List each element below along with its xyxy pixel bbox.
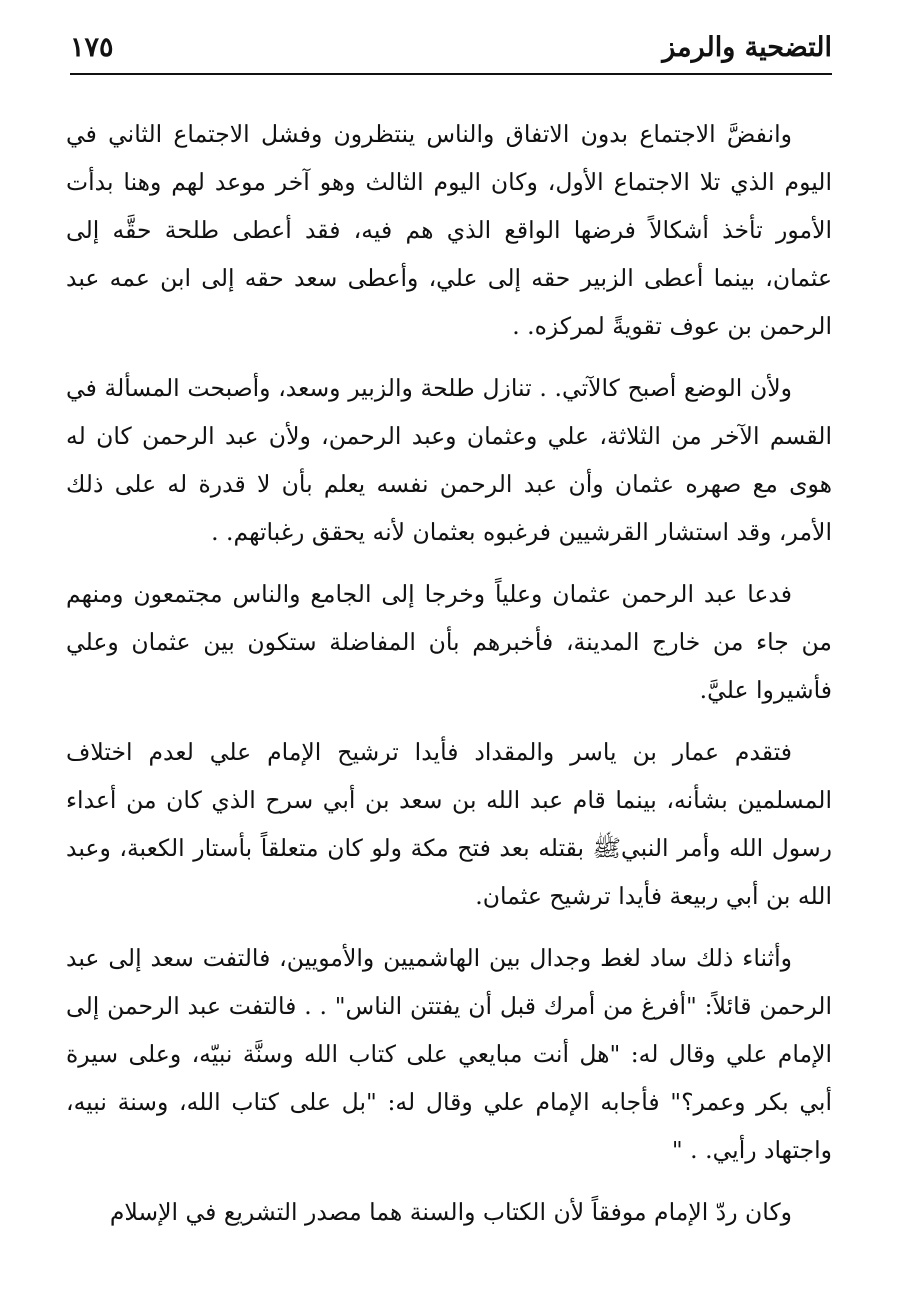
page-number: ١٧٥ (70, 32, 114, 63)
body-text (66, 110, 832, 1250)
paragraph: وانفضَّ الاجتماع بدون الاتفاق والناس ينتظرون وفشل الاجتماع الثاني في اليوم الذي تلا الاجتماع الأول، وكان اليوم الثالث وهو آخر موعد لهم وهنا بدأت الأمور تأخذ أشكالاً فرضها الواقع الذي هم فيه، فقد أعطى طلحة حقَّه إلى عثمان، بينما أعطى الزبير حقه إلى علي، وأعطى سعد حقه إلى ابن عمه عبد الرحمن بن عوف تقويةً لمركزه. . (66, 120, 832, 340)
paragraph: ولأن الوضع أصبح كالآتي. . تنازل طلحة والزبير وسعد، وأصبحت المسألة في القسم الآخر من الثلاثة، علي وعثمان وعبد الرحمن، ولأن عبد الرحمن كان له هوى مع صهره عثمان وأن عبد الرحمن نفسه يعلم بأن لا قدرة له على ذلك الأمر، وقد استشار القرشيين فرغبوه بعثمان لأنه يحقق رغباتهم. . (66, 374, 832, 546)
page-header (70, 28, 832, 72)
paragraph: وكان ردّ الإمام موفقاً لأن الكتاب والسنة هما مصدر التشريع في الإسلام (109, 1198, 792, 1226)
paragraph: فدعا عبد الرحمن عثمان وعلياً وخرجا إلى الجامع والناس مجتمعون ومنهم من جاء من خارج المدينة، فأخبرهم بأن المفاضلة ستكون بين عثمان وعلي فأشيروا عليَّ. (66, 580, 832, 704)
header-divider (70, 73, 832, 75)
paragraph: وأثناء ذلك ساد لغط وجدال بين الهاشميين والأمويين، فالتفت سعد إلى عبد الرحمن قائلاً: "أفرغ من أمرك قبل أن يفتتن الناس" . . فالتفت عبد الرحمن إلى الإمام علي وقال له: "هل أنت مبايعي على كتاب الله وسنَّة نبيّه، وعلى سيرة أبي بكر وعمر؟" فأجابه الإمام علي وقال له: "بل على كتاب الله، وسنة نبيه، واجتهاد رأيي. . " (66, 944, 832, 1164)
paragraph: فتقدم عمار بن ياسر والمقداد فأيدا ترشيح الإمام علي لعدم اختلاف المسلمين بشأنه، بينما قام عبد الله بن سعد بن أبي سرح الذي كان من أعداء رسول الله وأمر النبيﷺ بقتله بعد فتح مكة ولو كان متعلقاً بأستار الكعبة، وعبد الله بن أبي ربيعة فأيدا ترشيح عثمان. (66, 738, 832, 910)
running-title: التضحية والرمز (662, 32, 832, 63)
